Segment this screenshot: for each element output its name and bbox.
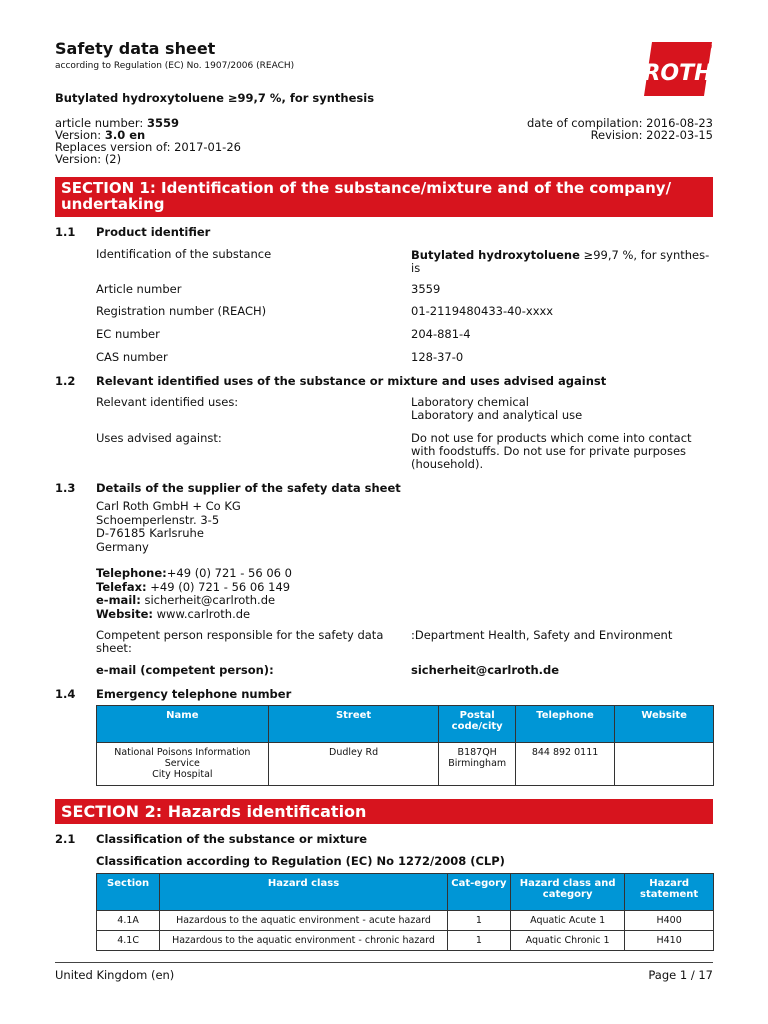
competent-person-value: :Department Health, Safety and Environment: [411, 628, 673, 642]
clp-title: Classification according to Regulation (EC) No 1272/2008 (CLP): [96, 854, 505, 868]
cell-hazard-class: Hazardous to the aquatic environment - chronic hazard: [160, 931, 448, 951]
competent-person-label: Competent person responsible for the safety data sheet:: [96, 628, 384, 655]
document-title: Safety data sheet: [55, 39, 216, 58]
col-header: Hazard class: [160, 874, 448, 911]
ident-label: Identification of the substance: [96, 247, 272, 261]
col-header: Telephone: [515, 706, 614, 743]
footer-divider: [55, 962, 713, 963]
article-label: Article number: [96, 282, 182, 296]
regulation-subtitle: according to Regulation (EC) No. 1907/2006 (REACH): [55, 61, 295, 71]
table-row: [97, 743, 714, 786]
article-value: 3559: [411, 282, 441, 296]
cell-hazard-class: Hazardous to the aquatic environment - acute hazard: [160, 911, 448, 931]
email-competent-label: e-mail (competent person):: [96, 663, 274, 677]
telephone: Telephone:+49 (0) 721 - 56 06 0: [96, 566, 292, 580]
email: e-mail: sicherheit@carlroth.de: [96, 593, 276, 607]
subsection-number: 1.2: [55, 374, 76, 388]
document-meta-left: [55, 117, 241, 165]
section-2-heading: SECTION 2: Hazards identification: [55, 799, 713, 824]
table-row: [97, 931, 714, 951]
cell-class-category: Aquatic Chronic 1: [511, 931, 625, 951]
roth-logo: [642, 40, 712, 96]
cell-category: 1: [447, 931, 510, 951]
table-header-row: [97, 874, 714, 911]
identified-uses-value: Laboratory chemical Laboratory and analytical use: [411, 395, 583, 422]
cell-telephone: 844 892 0111: [515, 743, 614, 786]
cell-street: Dudley Rd: [268, 743, 439, 786]
col-header: Street: [268, 706, 439, 743]
reg-value: 01-2119480433-40-xxxx: [411, 304, 554, 318]
revision-date: Revision: 2022-03-15: [590, 128, 713, 142]
identified-uses-label: Relevant identified uses:: [96, 395, 239, 409]
cell-statement: H410: [625, 931, 714, 951]
registered-mark: ®: [706, 43, 713, 51]
website: Website: www.carlroth.de: [96, 606, 251, 621]
subsection-number: 1.3: [55, 481, 76, 495]
version-2: Version: (2): [55, 152, 122, 166]
logo-text: ROTH: [643, 61, 713, 86]
cell-website: [615, 743, 714, 786]
cas-value: 128-37-0: [411, 350, 464, 364]
reg-label: Registration number (REACH): [96, 304, 267, 318]
subsection-title: Emergency telephone number: [96, 687, 292, 701]
hazard-table: [96, 873, 714, 951]
subsection-title: Product identifier: [96, 225, 211, 239]
article-number: article number: 3559: [55, 116, 179, 130]
compilation-date: date of compilation: 2016-08-23: [526, 116, 713, 130]
table-header-row: [97, 706, 714, 743]
col-header: Website: [615, 706, 714, 743]
version: Version: 3.0 en: [55, 128, 146, 142]
advised-against-label: Uses advised against:: [96, 431, 222, 445]
advised-against-value: Do not use for products which come into contact with foodstuffs. Do not use for private purposes (household).: [411, 431, 692, 471]
col-header: Name: [97, 706, 269, 743]
col-header: Postal code/city: [439, 706, 515, 743]
col-header: Hazard class and category: [511, 874, 625, 911]
ident-value: Butylated hydroxytoluene ≥99,7 %, for synthes- is: [411, 248, 710, 275]
supplier-address: Carl Roth GmbH + Co KG Schoemperlenstr. 3-5 D-76185 Karlsruhe Germany: [96, 499, 241, 554]
cell-class-category: Aquatic Acute 1: [511, 911, 625, 931]
section-1-heading: SECTION 1: Identification of the substance/mixture and of the company/ undertaking: [55, 177, 713, 217]
page-number: Page 1 / 17: [648, 968, 713, 982]
col-header: Cat-egory: [447, 874, 510, 911]
emergency-table: [96, 705, 714, 786]
cell-postal: B187QH Birmingham: [439, 743, 515, 786]
subsection-title: Classification of the substance or mixture: [96, 832, 368, 846]
telefax: Telefax: +49 (0) 721 - 56 06 149: [96, 579, 291, 594]
cell-section: 4.1A: [97, 911, 160, 931]
supplier-contacts: [96, 567, 292, 621]
col-header: Section: [97, 874, 160, 911]
footer-locale: United Kingdom (en): [55, 968, 175, 982]
cell-name: National Poisons Information Service City Hospital: [97, 743, 269, 786]
table-row: [97, 911, 714, 931]
cell-category: 1: [447, 911, 510, 931]
col-header: Hazard statement: [625, 874, 714, 911]
ec-value: 204-881-4: [411, 327, 471, 341]
subsection-number: 2.1: [55, 832, 76, 846]
subsection-title: Relevant identified uses of the substance or mixture and uses advised against: [96, 374, 607, 388]
document-meta-right: [527, 117, 713, 141]
ec-label: EC number: [96, 327, 160, 341]
product-name: Butylated hydroxytoluene ≥99,7 %, for synthesis: [55, 91, 375, 105]
subsection-title: Details of the supplier of the safety data sheet: [96, 481, 401, 495]
replaces-version: Replaces version of: 2017-01-26: [55, 140, 241, 154]
email-competent-value: sicherheit@carlroth.de: [411, 663, 560, 677]
cell-statement: H400: [625, 911, 714, 931]
subsection-number: 1.4: [55, 687, 76, 701]
subsection-number: 1.1: [55, 225, 76, 239]
cell-section: 4.1C: [97, 931, 160, 951]
cas-label: CAS number: [96, 350, 168, 364]
